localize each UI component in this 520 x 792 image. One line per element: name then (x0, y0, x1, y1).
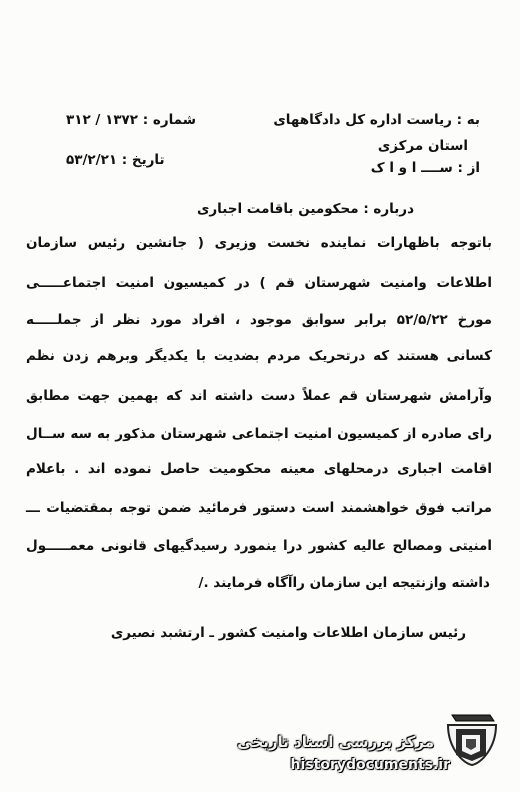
document-date: تاریخ : ۵۳/۲/۲۱ (66, 152, 165, 168)
signature-line: رئیس سازمان اطلاعات وامنیت کشور ـ ارتشبد نصیری (110, 625, 466, 641)
watermark-title: مرکز بررسی اسناد تاریخی (237, 733, 434, 751)
body-line-1: باتوجه باظهارات نماینده نخست وزیری ( جانشین رئیس سازمان (26, 235, 492, 251)
body-line-7: اقامت اجباری درمحلهای معینه محکومیت حاصل نموده اند . باعلام (26, 461, 492, 477)
body-line-3: مورخ ۵۲/۵/۲۲ برابر سوابق موجود ، افراد مورد نظر از جملـــــه (26, 312, 493, 328)
body-line-2: اطلاعات وامنیت شهرستان قم ) در کمیسیون امنیت اجتماعـــــی (26, 275, 492, 291)
sender-line: از : ســــ ا و ا ک (370, 160, 480, 176)
body-line-4: کسانی هستند که درتحریک مردم بضدیت با یکدیگر وبرهم زدن نظم (26, 348, 492, 364)
recipient-line: به : ریاست اداره کل دادگاههای (273, 112, 480, 128)
body-line-8: مراتب فوق خواهشمند است دستور فرمائید ضمن توجه بمقتضیات ـــ (26, 500, 492, 516)
document-number: شماره : ۱۳۷۲ / ۳۱۲ (66, 112, 196, 128)
body-line-6: رای صادره از کمیسیون امنیت اجتماعی شهرستان مذکور به سه ســال (26, 426, 492, 442)
body-line-9: امنیتی ومصالح عالیه کشور درا ینمورد رسیدگیهای قانونی معمـــــول (26, 538, 492, 554)
body-line-10: داشته وازنتیجه این سازمان راآگاه فرمایند ./ (198, 575, 490, 591)
archive-logo-icon (442, 707, 500, 769)
body-line-5: وآرامش شهرستان قم عملاً دست داشته اند که بهمین جهت مطابق (26, 388, 492, 404)
recipient-line-2: استان مرکزی (377, 138, 468, 154)
archive-watermark (230, 705, 510, 785)
watermark-url: historydocuments.ir (290, 757, 450, 773)
subject-line: درباره : محکومین باقامت اجباری (197, 201, 414, 217)
